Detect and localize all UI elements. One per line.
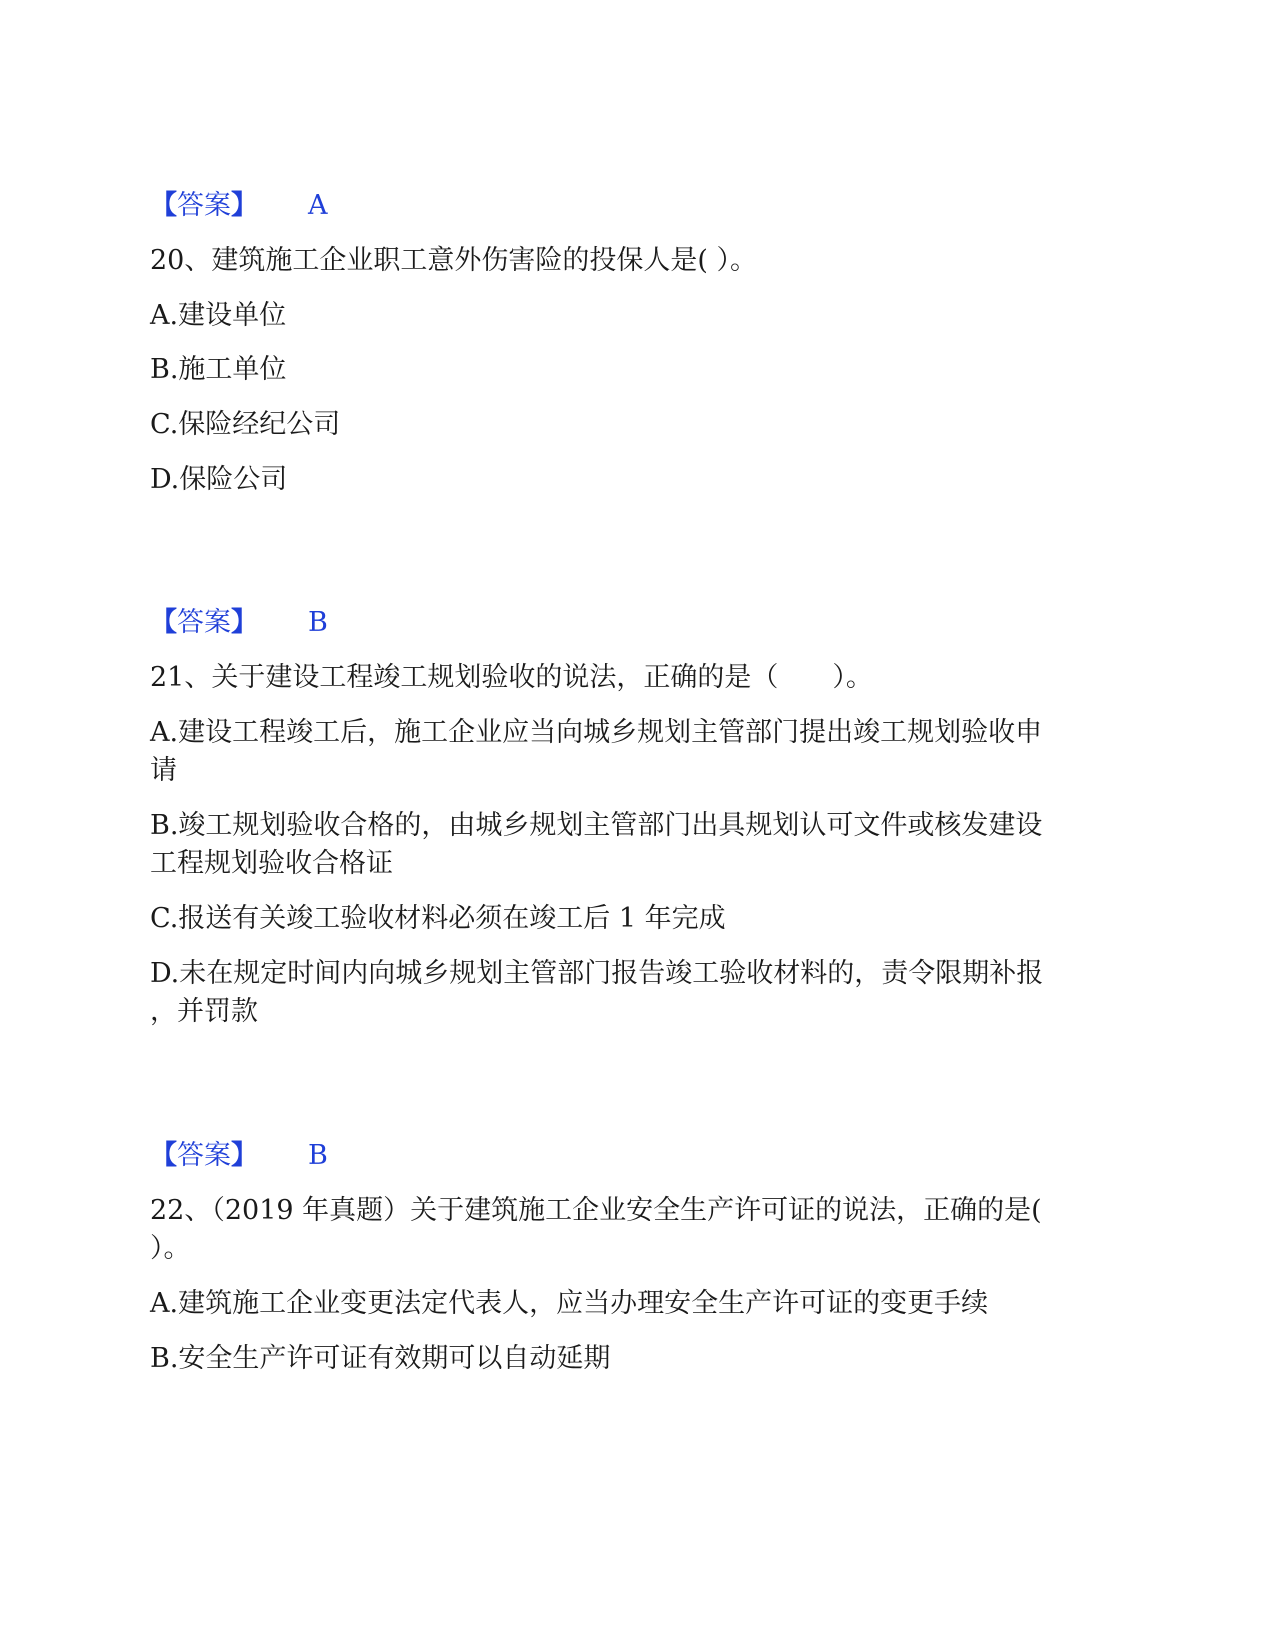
answer-line — [150, 603, 1110, 643]
question-text: 22、（2019 年真题）关于建筑施工企业安全生产许可证的说法，正确的是( — [150, 1195, 1042, 1226]
option-a: A.建筑施工企业变更法定代表人，应当办理安全生产许可证的变更手续 — [150, 1288, 989, 1319]
option-c: C.报送有关竣工验收材料必须在竣工后 1 年完成 — [150, 903, 726, 934]
answer-label: 答案 — [177, 190, 231, 221]
answer-label: 答案 — [177, 607, 231, 638]
option-b-cont: 工程规划验收合格证 — [150, 848, 393, 879]
option-c: C.保险经纪公司 — [150, 409, 341, 440]
option-d: D.保险公司 — [150, 464, 288, 495]
option-b: B.安全生产许可证有效期可以自动延期 — [150, 1343, 611, 1374]
answer-letter: A — [308, 190, 328, 221]
option-b: B.施工单位 — [150, 354, 287, 385]
option-d-cont: ，并罚款 — [150, 996, 258, 1027]
bracket-right: 】 — [231, 190, 258, 221]
bracket-left: 【 — [150, 1140, 177, 1171]
option-d: D.未在规定时间内向城乡规划主管部门报告竣工验收材料的，责令限期补报 — [150, 958, 1044, 989]
option-a: A.建设工程竣工后，施工企业应当向城乡规划主管部门提出竣工规划验收申 — [150, 717, 1043, 748]
bracket-left: 【 — [150, 190, 177, 221]
answer-line — [150, 186, 1110, 226]
answer-line — [150, 1136, 1110, 1176]
bracket-left: 【 — [150, 607, 177, 638]
question-text: 20、建筑施工企业职工意外伤害险的投保人是( ）。 — [150, 245, 757, 276]
question-text-cont: ）。 — [150, 1233, 191, 1264]
question-text: 21、关于建设工程竣工规划验收的说法，正确的是（ ）。 — [150, 662, 873, 693]
option-a: A.建设单位 — [150, 300, 287, 331]
bracket-right: 】 — [231, 1140, 258, 1171]
answer-letter: B — [308, 1140, 328, 1171]
bracket-right: 】 — [231, 607, 258, 638]
answer-letter: B — [308, 607, 328, 638]
answer-label: 答案 — [177, 1140, 231, 1171]
option-a-cont: 请 — [150, 755, 177, 786]
option-b: B.竣工规划验收合格的，由城乡规划主管部门出具规划认可文件或核发建设 — [150, 810, 1043, 841]
